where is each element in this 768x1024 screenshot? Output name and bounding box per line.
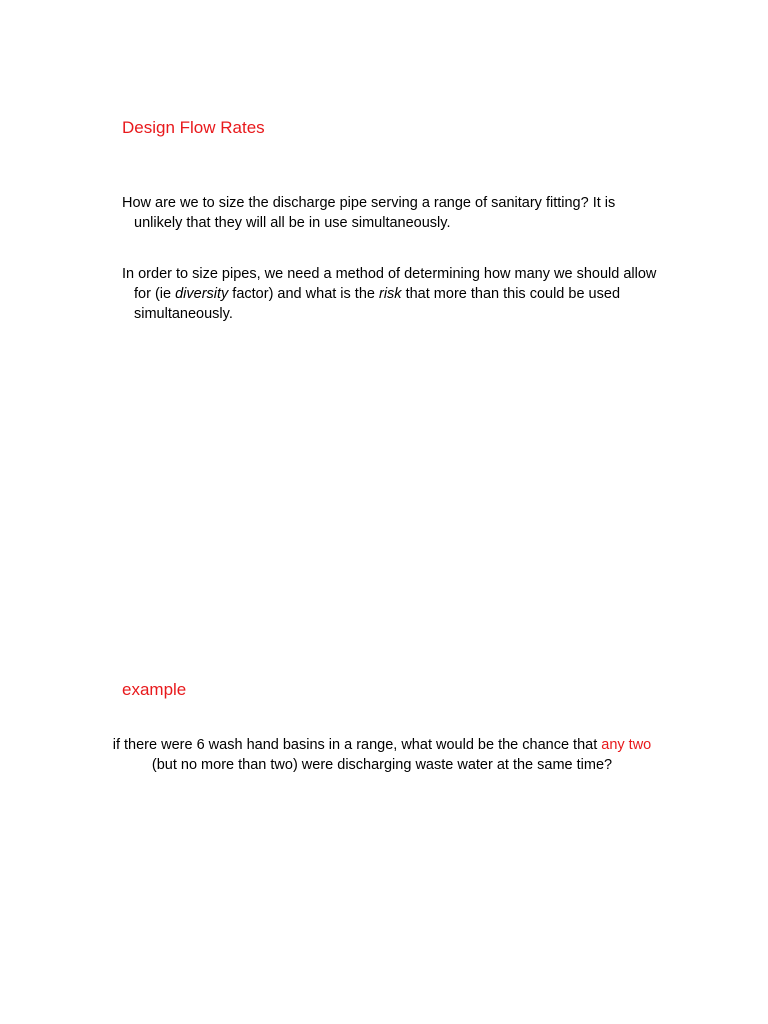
method-paragraph — [122, 264, 664, 324]
example-heading: example — [122, 680, 187, 699]
question-text-3: (but no more than two) were discharging waste water at the same time? — [151, 756, 613, 773]
diversity-emphasis: diversity — [175, 286, 229, 302]
method-text-2: factor) and what is the — [228, 286, 379, 302]
example-question — [112, 736, 652, 775]
method-text-1: In order to size pipes, we need a method of determining how many we should allow for (ie — [122, 266, 657, 302]
question-text-2: wash hand basins in a range, what would be the chance that — [204, 737, 602, 753]
method-text-3: that more than this could be used simultaneously. — [134, 286, 621, 322]
any-two-highlight: any two — [601, 737, 652, 753]
risk-emphasis: risk — [379, 286, 402, 302]
basin-count: 6 — [196, 737, 205, 753]
page-title: Design Flow Rates — [122, 118, 265, 137]
intro-paragraph: How are we to size the discharge pipe serving a range of sanitary fitting? It is unlikely that they will all be in use simultaneously. — [122, 195, 616, 231]
question-text-1: if there were — [112, 737, 197, 753]
